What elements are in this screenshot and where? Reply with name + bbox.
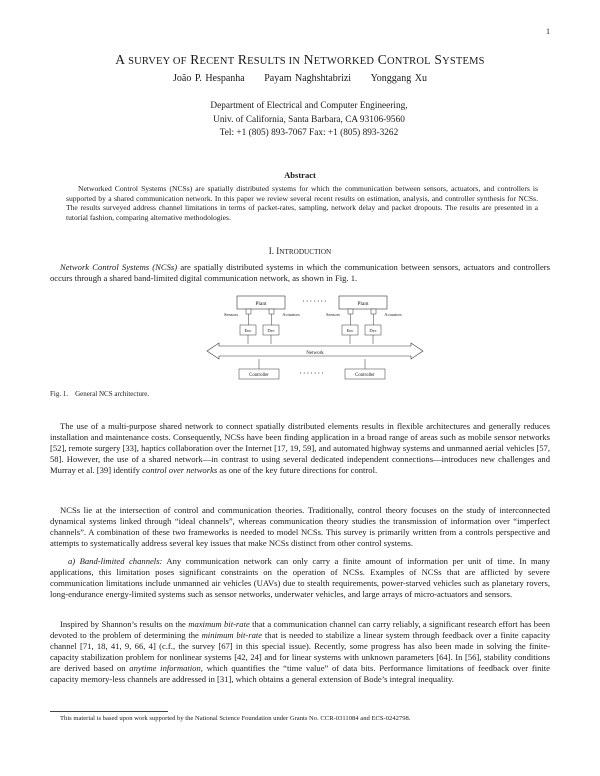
paper-title: A SURVEY OF RECENT RESULTS IN NETWORKED CONTROL SYSTEMS bbox=[115, 52, 485, 67]
svg-text:·······: ······· bbox=[299, 369, 325, 378]
figure-caption: Fig. 1. General NCS architecture. bbox=[50, 390, 150, 398]
actuators-label: Actuators bbox=[384, 312, 402, 317]
author: João P. Hespanha bbox=[173, 73, 245, 84]
dec-label: Dec bbox=[369, 328, 377, 333]
enc-label: Enc bbox=[244, 328, 252, 333]
paragraph: The use of a multi-purpose shared network to connect spatially distributed elements results in flexible architectures and generally reduces installation and maintenance costs. Consequently, NCSs have been finding application in a broad range of areas such as mobile sensor networks [52], remote surgery [33], haptics collaboration over the Internet [17, 19, 59], and automated highway systems and unmanned aerial vehicles [57, 58]. However, the use of a shared network—in contrast to using several dedicated independent connections—introduces new challenges and Murray et al. [39] identify control over networks as one of the key future directions for control. bbox=[50, 421, 550, 476]
author: Yonggang Xu bbox=[370, 73, 427, 84]
actuators-label: Actuators bbox=[282, 312, 300, 317]
svg-text:·······: ······· bbox=[302, 297, 328, 306]
affiliation-contact: Tel: +1 (805) 893-7067 Fax: +1 (805) 893-3262 bbox=[219, 128, 399, 138]
paragraph: Inspired by Shannon’s results on the maximum bit-rate that a communication channel can carry reliably, a significant research effort has been devoted to the problem of determining the minimum bit-rate that is needed to stabilize a linear system through feedback over a finite capacity channel [71, 18, 41, 9, 66, 4] (c.f., the survey [67] in this special issue). Recently, some progress has also been made in solving the finite-capacity stabilization problem for nonlinear systems [42, 24] and for linear systems with unknown parameters [64]. In [56], stability conditions are derived based on anytime information, which quantifies the “time value” of data bits. Performance limitations of feedback over finite capacity memory-less channels are addressed in [31], which obtains a general extension of Bode’s integral inequality. bbox=[50, 619, 551, 685]
paragraph-label: a) Band-limited channels: bbox=[68, 556, 163, 566]
abstract-text: Networked Control Systems (NCSs) are spatially distributed systems for which the communication between sensors, actuators, and controllers is supported by a shared communication network. In this paper we review several recent results on estimation, analysis, and controller synthesis for NCSs. The results surveyed address channel limitations in terms of packet-rates, sampling, network delay and packet dropouts. The results are presented in a tutorial fashion, comparing alternative methodologies. bbox=[66, 184, 538, 222]
affiliation bbox=[0, 100, 600, 141]
paragraph: a) Band-limited channels: Any communication network can only carry a finite amount of information per unit of time. In many applications, this limitation poses significant constraints on the operation of NCSs. Examples of NCSs that are afflicted by severe communication limitations include unmanned air vehicles (UAVs) due to stealth requirements, power-starved vehicles such as planetary rovers, long-endurance energy-limited systems such as sensor networks, underwater vehicles, and large arrays of micro-actuators and sensors. bbox=[50, 556, 550, 600]
sensors-label: Sensors bbox=[325, 312, 341, 317]
author-list bbox=[0, 73, 600, 84]
section-heading: I. INTRODUCTION bbox=[268, 246, 332, 256]
sensors-label: Sensors bbox=[223, 312, 239, 317]
dec-label: Dec bbox=[267, 328, 275, 333]
enc-label: Enc bbox=[346, 328, 354, 333]
affiliation-univ: Univ. of California, Santa Barbara, CA 93106-9560 bbox=[213, 114, 405, 125]
paragraph: NCSs lie at the intersection of control and communication theories. Traditionally, control theory focuses on the study of interconnected dynamical systems linked through “ideal channels”, whereas communication theory studies the transmission of information over “imperfect channels”. A combination of these two frameworks is needed to model NCSs. This survey is primarily written from a controls perspective and attempts to systematically address several key issues that make NCSs distinct from other control systems. bbox=[50, 505, 550, 549]
abstract-heading: Abstract bbox=[284, 170, 316, 180]
footnote-rule bbox=[50, 711, 168, 712]
plant-label: Plant bbox=[357, 301, 369, 307]
network-label: Network bbox=[306, 351, 324, 356]
controller-label: Controller bbox=[249, 373, 269, 378]
plant-label: Plant bbox=[255, 301, 267, 307]
footnote: This material is based upon work supported by the National Science Foundation under Grants No. CCR-0311084 and ECS-0242798. bbox=[60, 715, 411, 722]
affiliation-dept: Department of Electrical and Computer Engineering, bbox=[210, 101, 408, 111]
paragraph: Network Control Systems (NCSs) are spatially distributed systems in which the communication between sensors, actuators and controllers occurs through a shared band-limited digital communication network, as shown in Fig. 1. bbox=[50, 262, 550, 284]
author: Payam Naghshtabrizi bbox=[264, 73, 352, 84]
ncs-architecture-diagram bbox=[205, 292, 425, 382]
controller-label: Controller bbox=[355, 373, 375, 378]
page-number: 1 bbox=[546, 27, 550, 36]
